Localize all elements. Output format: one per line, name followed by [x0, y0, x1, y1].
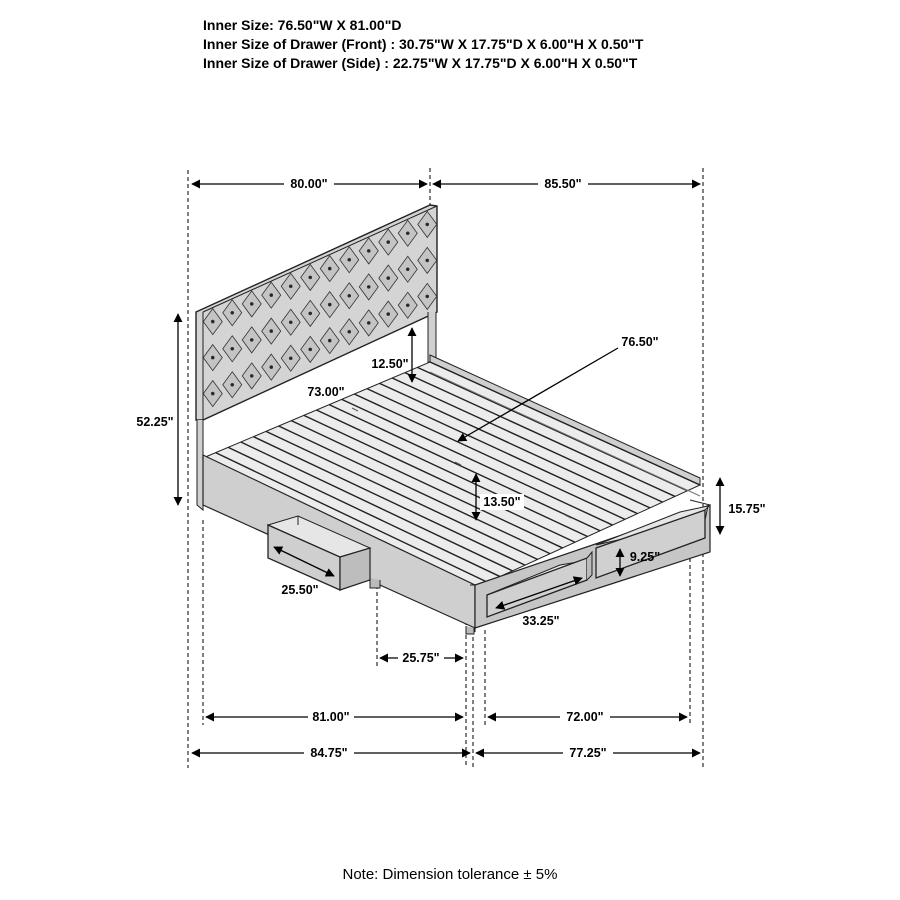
- tuft-button: [328, 303, 331, 306]
- tuft-button: [289, 321, 292, 324]
- frame-width-label: 81.00": [312, 710, 350, 724]
- tuft-button: [387, 241, 390, 244]
- bed-illustration: [196, 205, 710, 634]
- tuft-button: [309, 348, 312, 351]
- overall-length-label: 85.50": [544, 177, 582, 191]
- tuft-button: [406, 304, 409, 307]
- tuft-button: [367, 286, 370, 289]
- tuft-button: [387, 313, 390, 316]
- inner-width-label: 76.50": [621, 335, 659, 349]
- front-drawer-size-text: Inner Size of Drawer (Front) : 30.75"W X 17.75"D X 6.00"H X 0.50"T: [203, 36, 644, 52]
- rail-height-label: 13.50": [483, 495, 521, 509]
- inner-size-text: Inner Size: 76.50"W X 81.00"D: [203, 17, 402, 33]
- tuft-button: [270, 330, 273, 333]
- leg-spacing-label: 25.75": [402, 651, 440, 665]
- tuft-button: [426, 295, 429, 298]
- tuft-button: [250, 375, 253, 378]
- tuft-button: [211, 356, 214, 359]
- overall-width-label: 84.75": [310, 746, 348, 760]
- tuft-button: [406, 232, 409, 235]
- tuft-button: [348, 258, 351, 261]
- total-height-label: 52.25": [136, 415, 174, 429]
- headboard-panel-height-label: 12.50": [371, 357, 409, 371]
- tuft-button: [348, 330, 351, 333]
- front-drawer-width-label: 33.25": [522, 614, 560, 628]
- tuft-button: [270, 366, 273, 369]
- tuft-button: [250, 303, 253, 306]
- tolerance-note: Note: Dimension tolerance ± 5%: [342, 866, 558, 883]
- tuft-button: [426, 223, 429, 226]
- tuft-button: [250, 339, 253, 342]
- frame-length-label: 72.00": [566, 710, 604, 724]
- inner-length-label: 73.00": [307, 385, 345, 399]
- tuft-button: [231, 311, 234, 314]
- front-drawer-height-label: 9.25": [629, 550, 661, 564]
- side-height-label: 15.75": [728, 502, 766, 516]
- tuft-button: [211, 320, 214, 323]
- tuft-button: [328, 339, 331, 342]
- tuft-button: [348, 294, 351, 297]
- tuft-button: [367, 250, 370, 253]
- tuft-button: [289, 285, 292, 288]
- tuft-button: [387, 277, 390, 280]
- tuft-button: [231, 383, 234, 386]
- overall-depth-label: 77.25": [569, 746, 607, 760]
- tuft-button: [406, 268, 409, 271]
- tuft-button: [231, 347, 234, 350]
- tuft-button: [309, 276, 312, 279]
- tuft-button: [426, 259, 429, 262]
- side-drawer-width-label: 25.50": [281, 583, 319, 597]
- side-drawer-size-text: Inner Size of Drawer (Side) : 22.75"W X 17.75"D X 6.00"H X 0.50"T: [203, 55, 638, 71]
- tuft-button: [367, 322, 370, 325]
- tuft-button: [289, 357, 292, 360]
- tuft-button: [270, 294, 273, 297]
- tuft-button: [211, 392, 214, 395]
- tuft-button: [328, 267, 331, 270]
- tuft-button: [309, 312, 312, 315]
- headboard-width-label: 80.00": [290, 177, 328, 191]
